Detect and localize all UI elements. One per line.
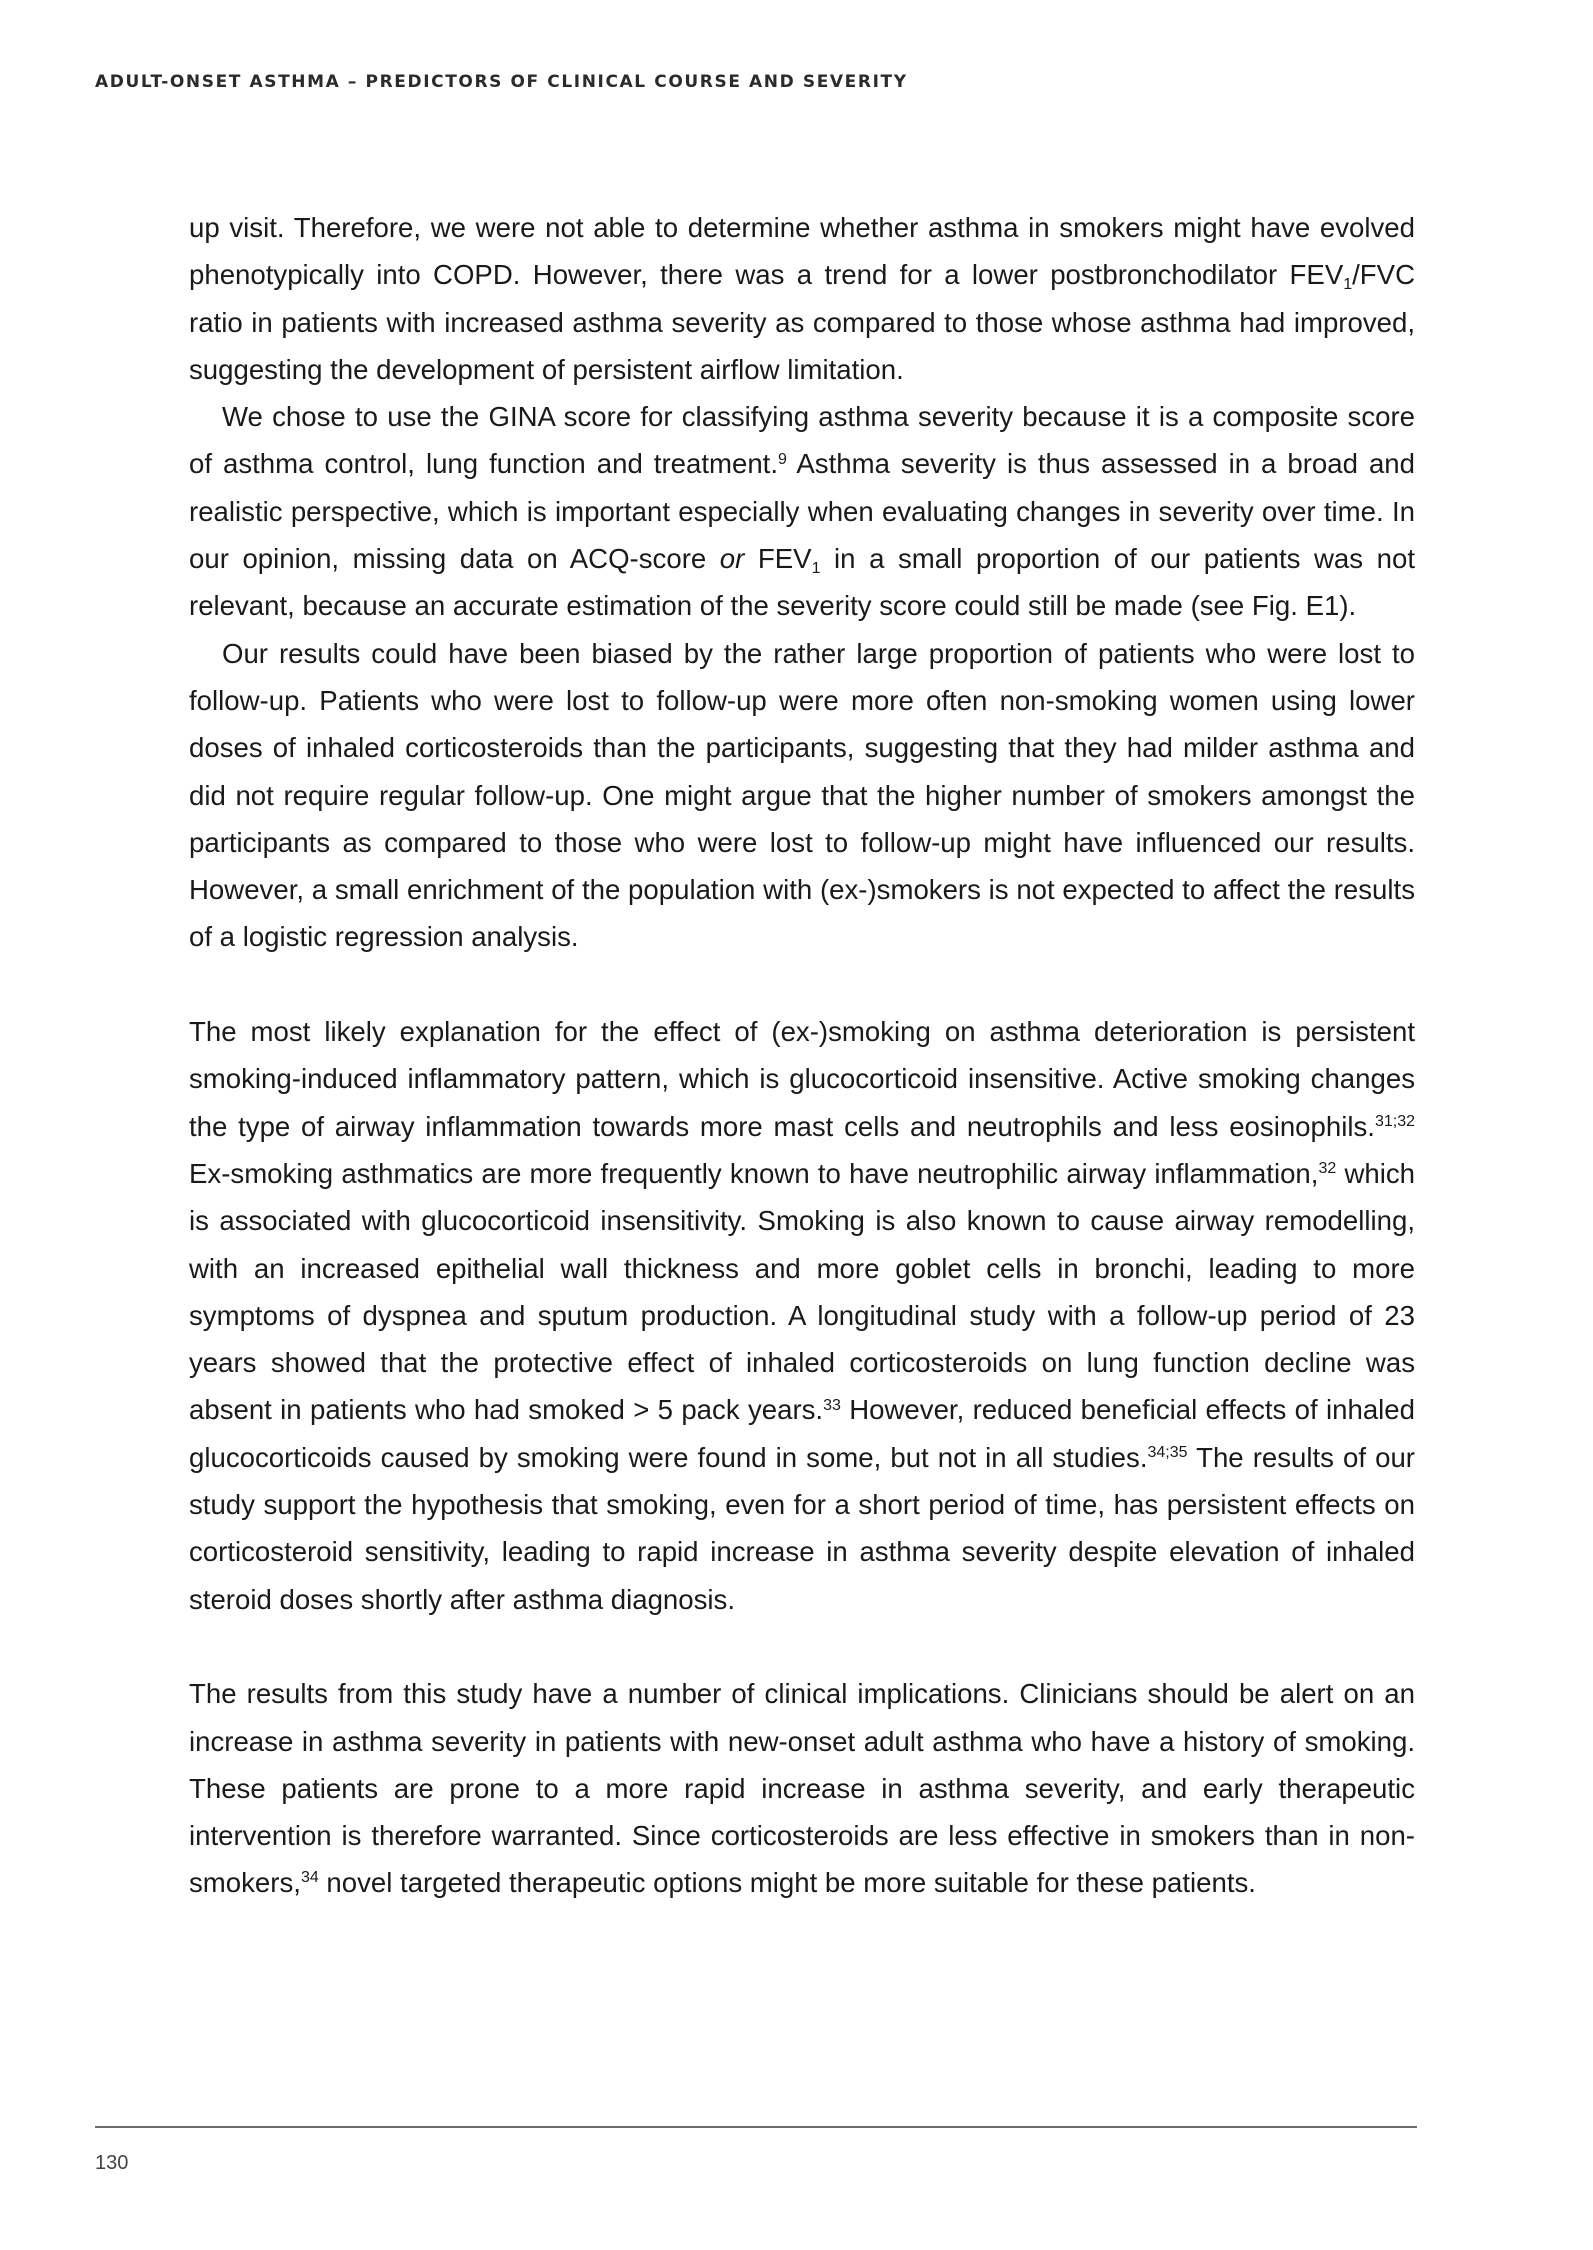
citation-ref: 34 (300, 1869, 319, 1887)
running-header: ADULT-ONSET ASTHMA – PREDICTORS OF CLINICAL COURSE AND SEVERITY (95, 72, 908, 92)
citation-ref: 33 (823, 1396, 841, 1414)
footer-divider (95, 2126, 1417, 2128)
citation-ref: 32 (1318, 1160, 1337, 1178)
citation-ref: 34;35 (1147, 1443, 1188, 1461)
citation-ref: 9 (778, 450, 787, 468)
citation-ref: 31;32 (1374, 1112, 1415, 1130)
subscript: 1 (1343, 276, 1353, 294)
body-text (189, 204, 1415, 1907)
paragraph-2: We chose to use the GINA score for classifying asthma severity because it is a composite score of asthma control, lung function and treatment.$^9$ Asthma severity is thus assessed in a broad and realistic perspective, which is important especially when evaluating changes in severity over time. In our opinion, missing data on ACQ-score or $FEV_1$ in a small proportion of our patients was not relevant, because an accurate estimation of the severity score could still be made (see Fig. E1). (189, 401, 1415, 622)
subscript: 1 (811, 559, 821, 577)
paragraph-1: up visit. Therefore, we were not able to determine whether asthma in smokers might have evolved phenotypically into COPD. However, there was a trend for a lower postbronchodilator $FEV_1$/FVC ratio in patients with increased asthma severity as compared to those whose asthma had improved, suggesting the development of persistent airflow limitation. (189, 212, 1415, 385)
emphasis: or (719, 543, 745, 575)
paragraph-4: The most likely explanation for the effect of (ex-)smoking on asthma deterioration is persistent smoking-induced inflammatory pattern, which is glucocorticoid insensitive. Active smoking changes the type of airway inflammation towards more mast cells and neutrophils and less eosinophils.$^{31;32}$ Ex-smoking asthmatics are more frequently known to have neutrophilic airway inflammation,$^{32}$ which is associated with glucocorticoid insensitivity. Smoking is also known to cause airway remodelling, with an increased epithelial wall thickness and more goblet cells in bronchi, leading to more symptoms of dyspnea and sputum production. A longitudinal study with a follow-up period of 23 years showed that the protective effect of inhaled corticosteroids on lung function decline was absent in patients who had smoked > 5 pack years.$^{33}$ However, reduced beneficial effects of inhaled glucocorticoids caused by smoking were found in some, but not in all studies.$^{34;35}$ The results of our study support the hypothesis that smoking, even for a short period of time, has persistent effects on corticosteroid sensitivity, leading to rapid increase in asthma severity despite elevation of inhaled steroid doses shortly after asthma diagnosis. (189, 1016, 1415, 1615)
paragraph-3: Our results could have been biased by the rather large proportion of patients who were lost to follow-up. Patients who were lost to follow-up were more often non-smoking women using lower doses of inhaled corticosteroids than the participants, suggesting that they had milder asthma and did not require regular follow-up. One might argue that the higher number of smokers amongst the participants as compared to those who were lost to follow-up might have influenced our results. However, a small enrichment of the population with (ex-)smokers is not expected to affect the results of a logistic regression analysis. (189, 637, 1415, 953)
page-number: 130 (95, 2152, 129, 2174)
paragraph-5: The results from this study have a number of clinical implications. Clinicians should be alert on an increase in asthma severity in patients with new-onset adult asthma who have a history of smoking. These patients are prone to a more rapid increase in asthma severity, and early therapeutic intervention is therefore warranted. Since corticosteroids are less effective in smokers than in non-smokers,$^{34}$ novel targeted therapeutic options might be more suitable for these patients. (189, 1678, 1415, 1899)
